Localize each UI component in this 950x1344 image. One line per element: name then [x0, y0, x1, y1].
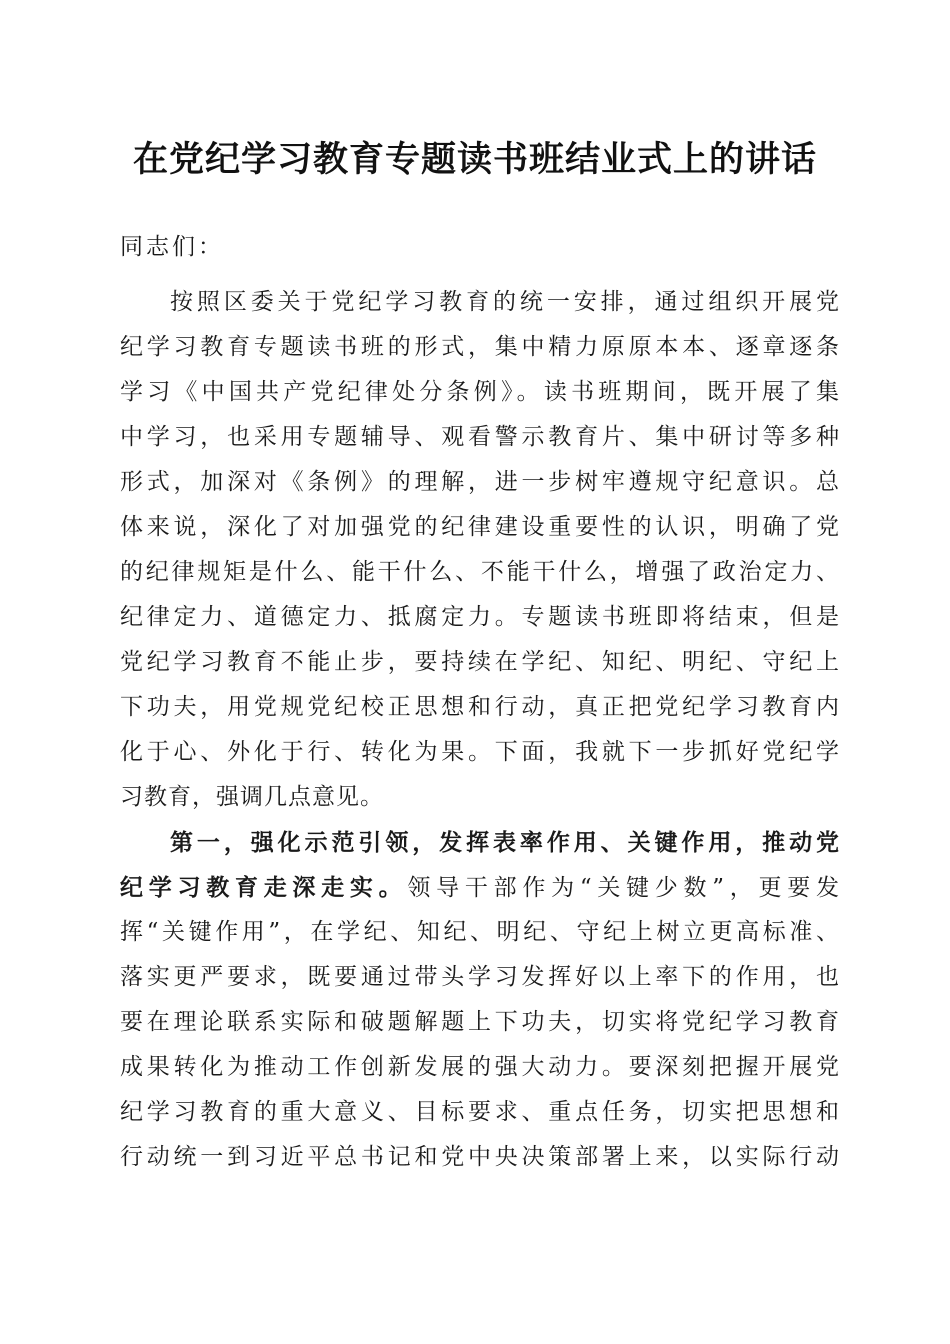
- paragraph-1-line: 体来说，深化了对加强党的纪律建设重要性的认识，明确了党: [120, 514, 840, 540]
- paragraph-1-line: 的纪律规矩是什么、能干什么、不能干什么，增强了政治定力、: [120, 559, 840, 585]
- paragraph-1-line: 纪律定力、道德定力、抵腐定力。专题读书班即将结束，但是: [120, 604, 840, 630]
- paragraph-2-mixed-line: [120, 865, 840, 910]
- greeting: 同志们：: [120, 234, 224, 260]
- paragraph-2-heading-end: 纪学习教育走深走实。: [120, 874, 408, 901]
- paragraph-2-line: 成果转化为推动工作创新发展的强大动力。要深刻把握开展党: [120, 1054, 840, 1080]
- document-body: [120, 280, 840, 1180]
- paragraph-1-line: 纪学习教育专题读书班的形式，集中精力原原本本、逐章逐条: [120, 334, 840, 360]
- paragraph-1-line: 学习《中国共产党纪律处分条例》。读书班期间，既开展了集: [120, 379, 840, 405]
- paragraph-2-text: 领导干部作为“关键少数”，更要发: [407, 875, 840, 901]
- paragraph-2-line: 纪学习教育的重大意义、目标要求、重点任务，切实把思想和: [120, 1099, 840, 1125]
- paragraph-1-line: 党纪学习教育不能止步，要持续在学纪、知纪、明纪、守纪上: [120, 649, 840, 675]
- paragraph-2-heading-line: 第一，强化示范引领，发挥表率作用、关键作用，推动党: [170, 829, 840, 856]
- paragraph-1-line: 形式，加深对《条例》的理解，进一步树牢遵规守纪意识。总: [120, 469, 840, 495]
- paragraph-1-line: 中学习，也采用专题辅导、观看警示教育片、集中研讨等多种: [120, 424, 840, 450]
- paragraph-2-line: 要在理论联系实际和破题解题上下功夫，切实将党纪学习教育: [120, 1009, 840, 1035]
- paragraph-1-line: 习教育，强调几点意见。: [120, 784, 384, 810]
- paragraph-1-line: 下功夫，用党规党纪校正思想和行动，真正把党纪学习教育内: [120, 694, 840, 720]
- paragraph-1-line: 按照区委关于党纪学习教育的统一安排，通过组织开展党: [170, 289, 840, 315]
- document-title: 在党纪学习教育专题读书班结业式上的讲话: [132, 139, 817, 180]
- paragraph-2-line: 落实更严要求，既要通过带头学习发挥好以上率下的作用，也: [120, 964, 840, 990]
- paragraph-2-line: 行动统一到习近平总书记和党中央决策部署上来，以实际行动: [120, 1144, 840, 1170]
- paragraph-1-line: 化于心、外化于行、转化为果。下面，我就下一步抓好党纪学: [120, 739, 840, 765]
- paragraph-2-line: 挥“关键作用”，在学纪、知纪、明纪、守纪上树立更高标准、: [120, 919, 840, 945]
